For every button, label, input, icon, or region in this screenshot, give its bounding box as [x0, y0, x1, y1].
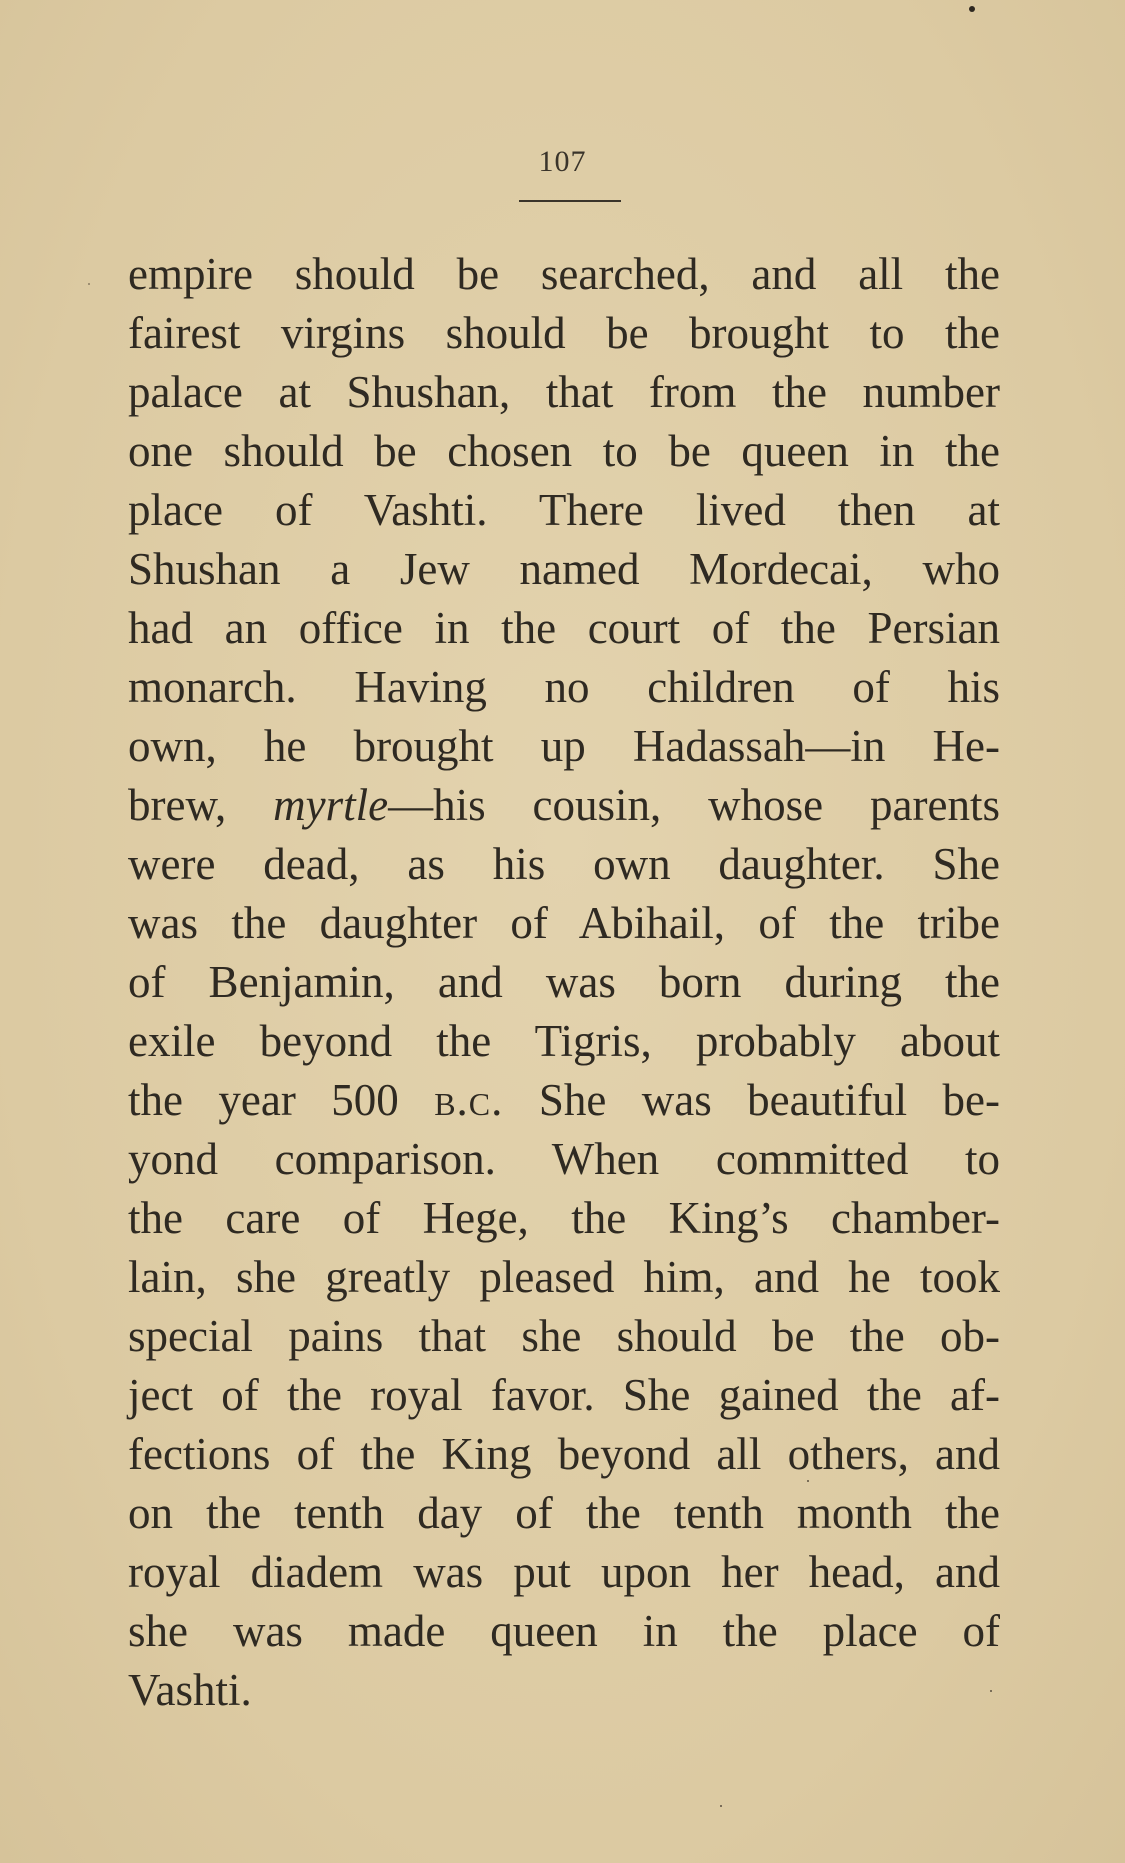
- text-segment: royal diadem was put upon her head, and: [128, 1547, 1000, 1597]
- text-line: [128, 599, 1000, 658]
- ink-speck: [720, 1805, 722, 1807]
- text-line: [128, 894, 1000, 953]
- text-segment: had an office in the court of the Persian: [128, 603, 1000, 653]
- text-line: [128, 481, 1000, 540]
- text-line: [128, 540, 1000, 599]
- text-line: [128, 363, 1000, 422]
- small-caps-text: b.c.: [434, 1075, 504, 1125]
- text-segment: Shushan a Jew named Mordecai, who: [128, 544, 1000, 594]
- text-segment: own, he brought up Hadassah—in He-: [128, 721, 1000, 771]
- text-segment: she was made queen in the place of: [128, 1606, 1000, 1656]
- text-segment: fairest virgins should be brought to the: [128, 308, 1000, 358]
- text-segment: palace at Shushan, that from the number: [128, 367, 1000, 417]
- ink-speck: [969, 6, 975, 12]
- text-segment: on the tenth day of the tenth month the: [128, 1488, 1000, 1538]
- text-line: [128, 1602, 1000, 1661]
- text-segment: lain, she greatly pleased him, and he took: [128, 1252, 1000, 1302]
- text-line: [128, 1484, 1000, 1543]
- text-line: [128, 304, 1000, 363]
- text-line: [128, 1130, 1000, 1189]
- text-segment: the care of Hege, the King’s chamber-: [128, 1193, 1000, 1243]
- text-segment: special pains that she should be the ob-: [128, 1311, 1000, 1361]
- text-line: [128, 1189, 1000, 1248]
- text-line: [128, 1661, 1000, 1720]
- text-segment: of Benjamin, and was born during the: [128, 957, 1000, 1007]
- ink-speck: [88, 283, 90, 285]
- header-rule: [519, 200, 621, 202]
- text-line: [128, 835, 1000, 894]
- text-segment: She was beautiful be-: [503, 1075, 1000, 1125]
- text-line: [128, 1425, 1000, 1484]
- text-segment: yond comparison. When committed to: [128, 1134, 1000, 1184]
- page-number: 107: [538, 145, 587, 178]
- text-line: [128, 245, 1000, 304]
- text-line: [128, 1307, 1000, 1366]
- text-line: [128, 1543, 1000, 1602]
- text-segment: was the daughter of Abihail, of the tribe: [128, 898, 1000, 948]
- text-line: [128, 1366, 1000, 1425]
- text-segment: ject of the royal favor. She gained the af-: [128, 1370, 1000, 1420]
- italic-word: myrtle: [273, 780, 389, 830]
- text-segment: brew,: [128, 780, 274, 830]
- text-line: [128, 776, 1000, 835]
- text-segment: fections of the King beyond all others, and: [128, 1429, 1000, 1479]
- text-segment: exile beyond the Tigris, probably about: [128, 1016, 1000, 1066]
- text-line: [128, 1248, 1000, 1307]
- text-line: [128, 422, 1000, 481]
- text-line: [128, 953, 1000, 1012]
- text-line: [128, 1012, 1000, 1071]
- text-segment: —his cousin, whose parents: [388, 780, 1000, 830]
- text-segment: one should be chosen to be queen in the: [128, 426, 1000, 476]
- text-line: [128, 1071, 1000, 1130]
- body-text: [128, 245, 1000, 1720]
- text-segment: place of Vashti. There lived then at: [128, 485, 1000, 535]
- text-line: [128, 658, 1000, 717]
- text-segment: empire should be searched, and all the: [128, 249, 1000, 299]
- text-segment: Vashti.: [128, 1665, 252, 1715]
- text-segment: the year 500: [128, 1075, 435, 1125]
- text-segment: monarch. Having no children of his: [128, 662, 1000, 712]
- text-segment: were dead, as his own daughter. She: [128, 839, 1000, 889]
- text-line: [128, 717, 1000, 776]
